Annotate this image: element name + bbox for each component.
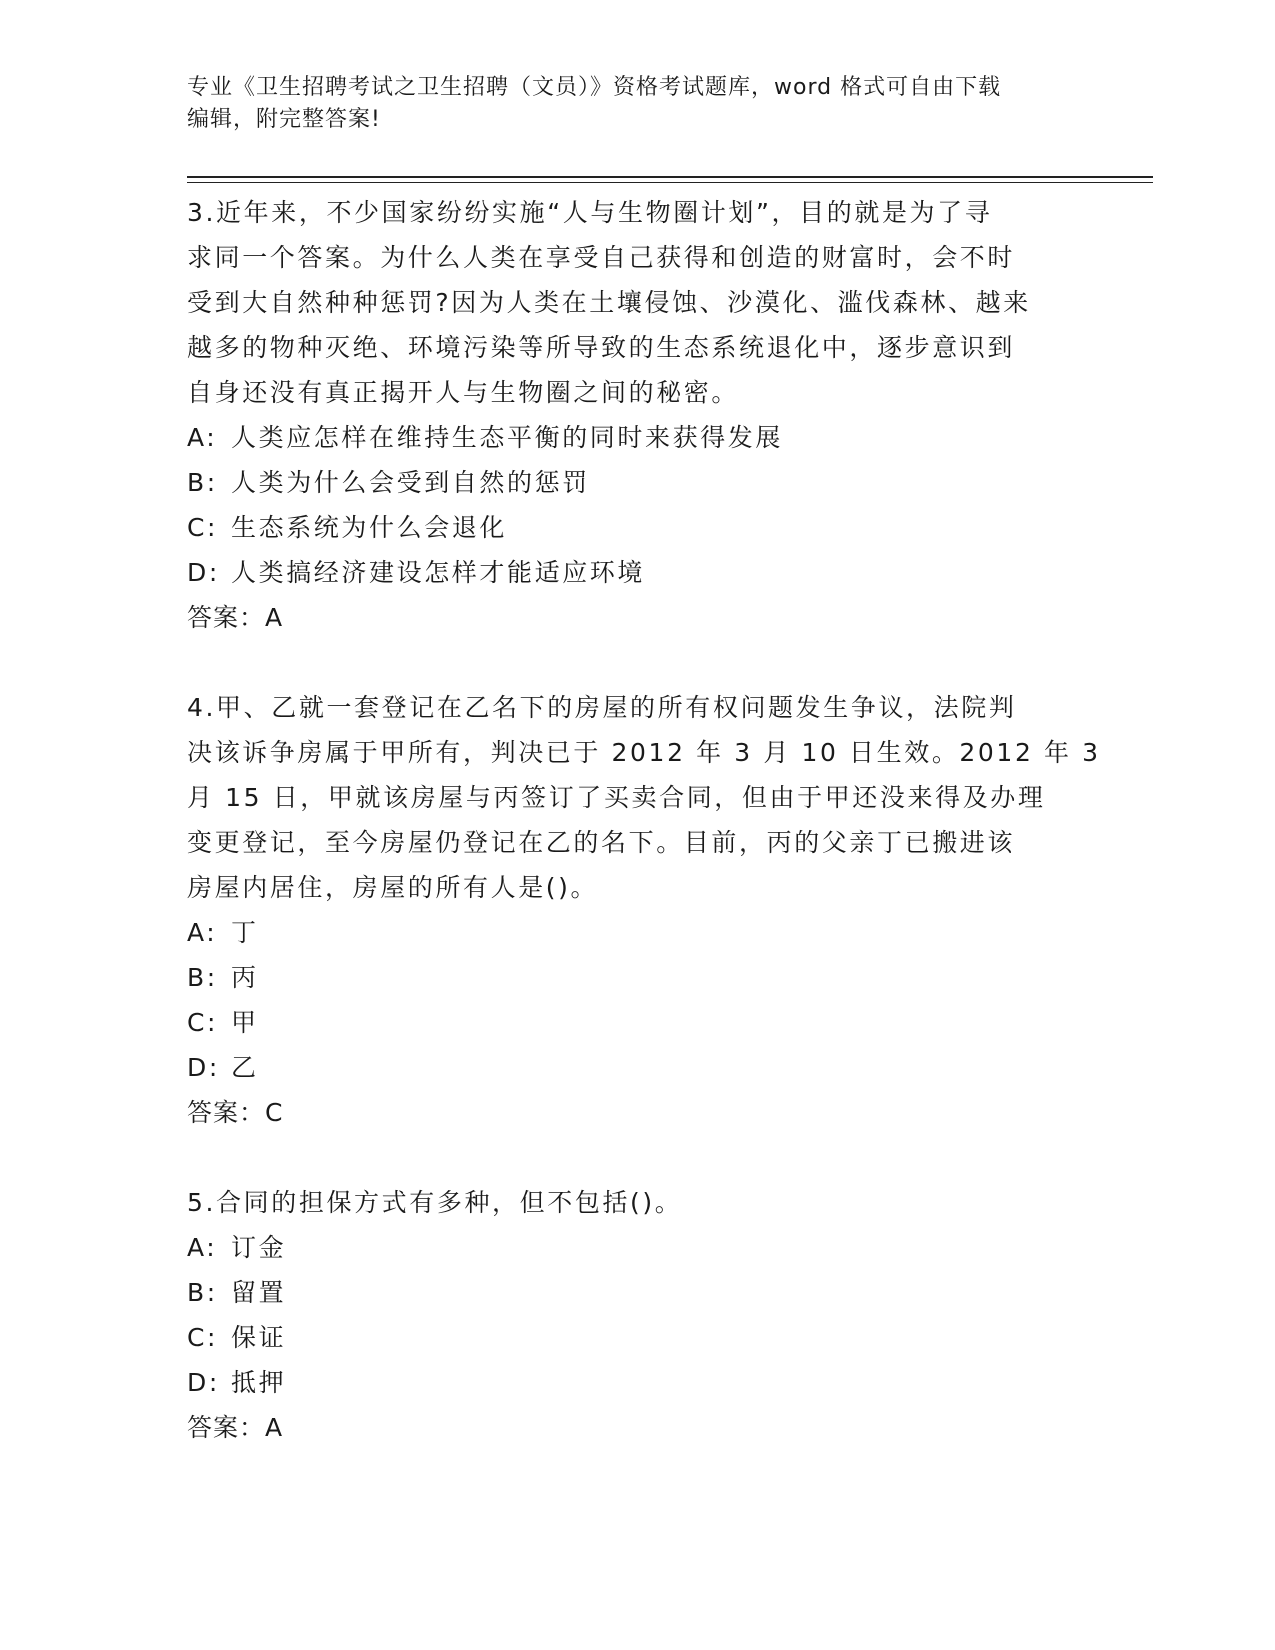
- question-text-line: 决该诉争房属于甲所有，判决已于 2012 年 3 月 10 日生效。2012 年 3: [187, 738, 1101, 767]
- option-key: A:: [187, 918, 218, 947]
- option-b: [187, 1270, 1087, 1315]
- option-key: A:: [187, 1233, 218, 1262]
- option-text: 人类应怎样在维持生态平衡的同时来获得发展: [231, 423, 784, 452]
- option-text: 丁: [231, 918, 259, 947]
- question-text-line: 3.近年来，不少国家纷纷实施“人与生物圈计划”，目的就是为了寻: [187, 198, 993, 227]
- option-text: 生态系统为什么会退化: [231, 513, 508, 542]
- question-list: [187, 190, 1101, 1495]
- question-text-line: 月 15 日，甲就该房屋与丙签订了买卖合同，但由于甲还没来得及办理: [187, 783, 1046, 812]
- option-d: [187, 1360, 1087, 1405]
- question-text-line: 房屋内居住，房屋的所有人是()。: [187, 873, 599, 902]
- option-key: B:: [187, 963, 218, 992]
- answer-line: 答案：C: [187, 1098, 284, 1127]
- option-text: 人类搞经济建设怎样才能适应环境: [231, 558, 646, 587]
- option-a: [187, 910, 1087, 955]
- answer-line: 答案：A: [187, 1413, 284, 1442]
- question-text-line: 受到大自然种种惩罚?因为人类在土壤侵蚀、沙漠化、滥伐森林、越来: [187, 288, 1031, 317]
- option-text: 留置: [231, 1278, 287, 1307]
- header-line-2: 编辑，附完整答案!: [187, 107, 381, 132]
- question-item: [187, 685, 1101, 1135]
- option-text: 丙: [231, 963, 259, 992]
- option-c: [187, 505, 1087, 550]
- option-key: C:: [187, 513, 219, 542]
- option-text: 抵押: [231, 1368, 287, 1397]
- option-a: [187, 1225, 1087, 1270]
- option-key: B:: [187, 468, 218, 497]
- question-text-line: 自身还没有真正揭开人与生物圈之间的秘密。: [187, 378, 740, 407]
- option-key: C:: [187, 1008, 219, 1037]
- question-item: [187, 190, 1087, 640]
- question-item: [187, 1180, 1087, 1450]
- question-text-line: 越多的物种灭绝、环境污染等所导致的生态系统退化中，逐步意识到: [187, 333, 1016, 362]
- option-text: 甲: [231, 1008, 259, 1037]
- header-divider-thin: [187, 182, 1153, 183]
- option-key: D:: [187, 1053, 220, 1082]
- option-text: 乙: [231, 1053, 259, 1082]
- option-a: [187, 415, 1087, 460]
- option-text: 订金: [231, 1233, 287, 1262]
- question-text-line: 求同一个答案。为什么人类在享受自己获得和创造的财富时，会不时: [187, 243, 1016, 272]
- option-key: B:: [187, 1278, 218, 1307]
- question-text-line: 变更登记，至今房屋仍登记在乙的名下。目前，丙的父亲丁已搬进该: [187, 828, 1016, 857]
- option-d: [187, 550, 1087, 595]
- option-b: [187, 955, 1087, 1000]
- question-text-line: 4.甲、乙就一套登记在乙名下的房屋的所有权问题发生争议，法院判: [187, 693, 1017, 722]
- option-key: A:: [187, 423, 218, 452]
- option-key: D:: [187, 1368, 220, 1397]
- question-text-line: 5.合同的担保方式有多种，但不包括()。: [187, 1188, 683, 1217]
- document-header: [187, 72, 1067, 136]
- option-key: D:: [187, 558, 220, 587]
- option-key: C:: [187, 1323, 219, 1352]
- option-c: [187, 1315, 1087, 1360]
- header-line-1: 专业《卫生招聘考试之卫生招聘（文员）》资格考试题库，word 格式可自由下载: [187, 75, 1002, 100]
- option-text: 保证: [231, 1323, 287, 1352]
- answer-line: 答案：A: [187, 603, 284, 632]
- option-d: [187, 1045, 1087, 1090]
- header-divider-thick: [187, 176, 1153, 178]
- option-text: 人类为什么会受到自然的惩罚: [231, 468, 590, 497]
- option-c: [187, 1000, 1087, 1045]
- option-b: [187, 460, 1087, 505]
